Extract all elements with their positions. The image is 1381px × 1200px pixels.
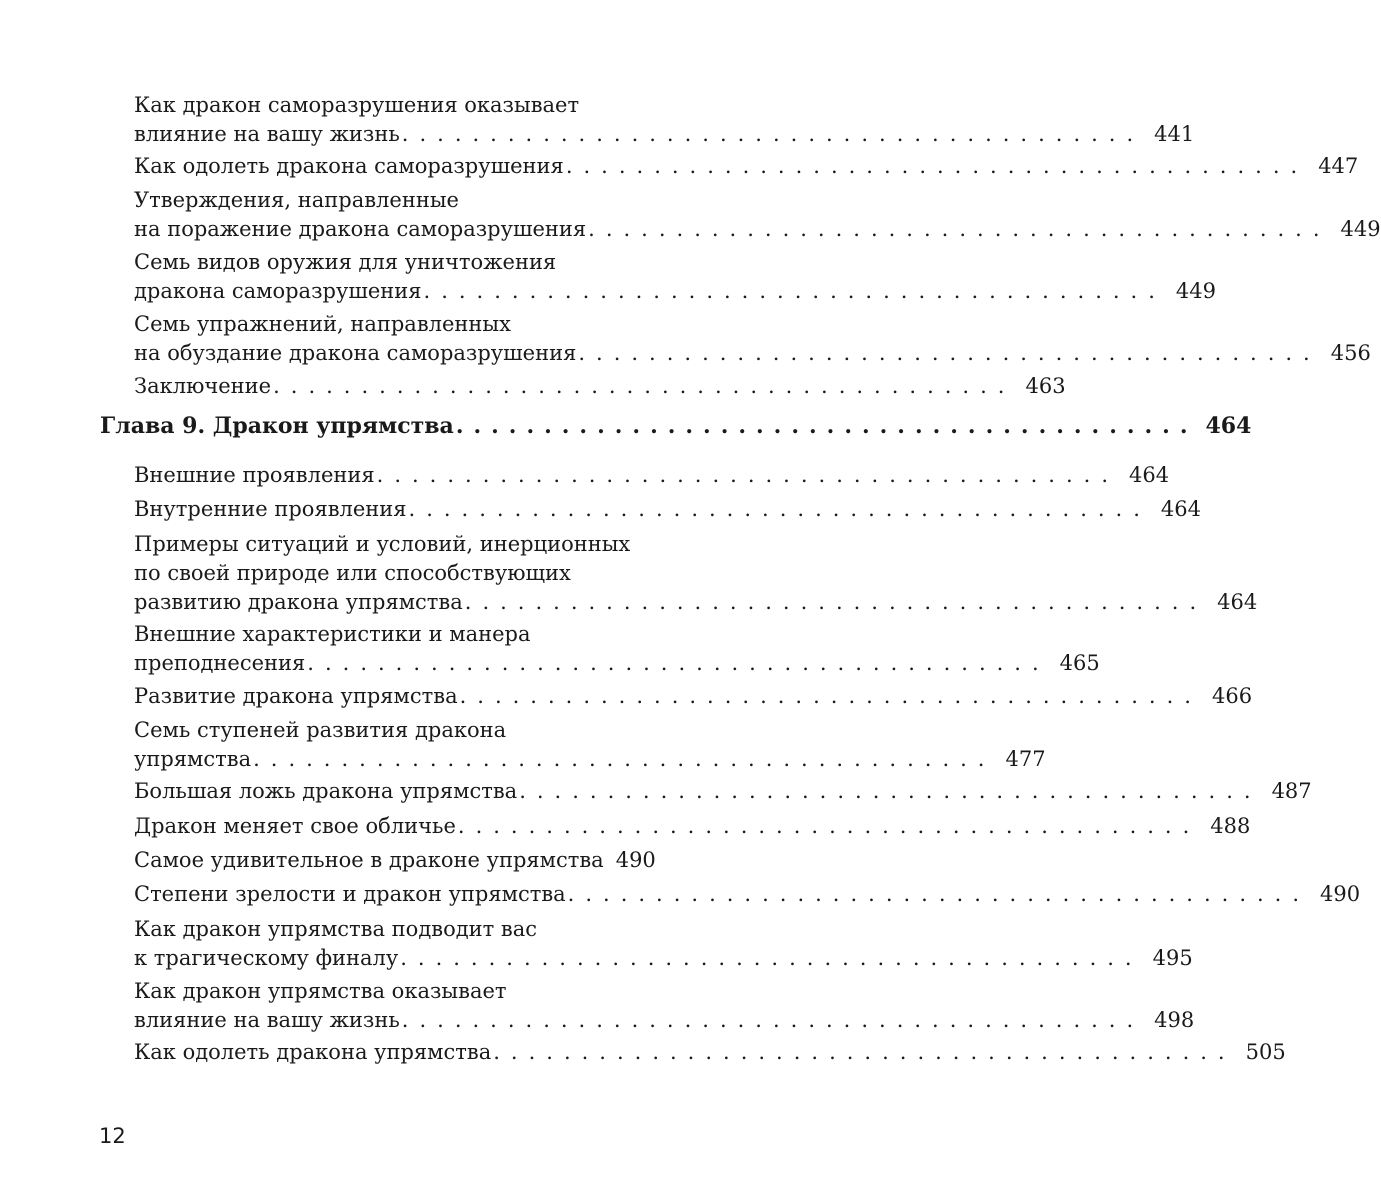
toc-entry: [134, 530, 1258, 617]
dot-leader: ..........................................: [493, 1040, 1236, 1064]
toc-entry-title: Внутренние проявления: [134, 497, 407, 521]
toc-entry-title: Заключение: [134, 374, 272, 398]
dot-leader: ..........................................: [253, 747, 996, 771]
toc-page-number: 456: [1330, 341, 1371, 365]
toc-page-number: 466: [1211, 684, 1253, 708]
toc-entry-title-line: Внешние характеристики и манера: [134, 622, 531, 646]
toc-entry: [134, 812, 1251, 841]
chapter-page-number: 464: [1205, 413, 1252, 439]
toc-entry: [134, 186, 1381, 244]
toc-entry: [134, 846, 656, 875]
toc-entry: [134, 620, 1100, 678]
dot-leader: ..........................................: [423, 279, 1166, 303]
dot-leader: ..........................................: [588, 217, 1331, 241]
toc-entry: [134, 915, 1193, 973]
toc-entry-title: Как одолеть дракона упрямства: [134, 1040, 492, 1064]
chapter-title: Глава 9. Дракон упрямства: [100, 413, 454, 439]
toc-page-number: 465: [1059, 651, 1100, 675]
toc-entry-title-line: Примеры ситуаций и условий, инерционных: [134, 532, 631, 556]
toc-page-number: 490: [1320, 882, 1361, 906]
toc-entry: [134, 682, 1253, 711]
toc-entry-title-line: Как дракон упрямства оказывает: [134, 979, 507, 1003]
toc-entry: [134, 91, 1195, 149]
toc-page-number: 464: [1129, 463, 1170, 487]
toc-page-number: 477: [1005, 747, 1046, 771]
toc-page-number: 463: [1025, 374, 1066, 398]
toc-entry: [134, 777, 1312, 806]
toc-entry-title-line: по своей природе или способствующих: [134, 561, 571, 585]
dot-leader: ..........................................: [519, 779, 1262, 803]
toc-entry: [134, 1038, 1286, 1067]
toc-entry-title-line: Семь ступеней развития дракона: [134, 718, 507, 742]
toc-page-number: 505: [1245, 1040, 1286, 1064]
toc-entry-title: Самое удивительное в драконе упрямства: [134, 848, 604, 872]
toc-entry: [134, 152, 1359, 181]
toc-page-number: 495: [1152, 946, 1193, 970]
toc-page-number: 464: [1217, 590, 1258, 614]
toc-entry-title: развитию дракона упрямства: [134, 590, 463, 614]
dot-leader: ..........................................: [376, 463, 1120, 487]
toc-entry-title: Развитие дракона упрямства: [134, 684, 458, 708]
toc-entry-title-line: Как дракон упрямства подводит вас: [134, 917, 538, 941]
toc-page-number: 490: [615, 848, 656, 872]
toc-entry-title: Как одолеть дракона саморазрушения: [134, 154, 564, 178]
dot-leader: ..........................................: [401, 1008, 1145, 1032]
toc-entry-title: Внешние проявления: [134, 463, 375, 487]
toc-entry: [134, 461, 1170, 490]
toc-entry-title: Большая ложь дракона упрямства: [134, 779, 518, 803]
page-number: 12: [99, 1124, 126, 1148]
toc-entry-title: на обуздание дракона саморазрушения: [134, 341, 577, 365]
dot-leader: ..........................................: [459, 684, 1202, 708]
toc-page-number: 447: [1318, 154, 1359, 178]
dot-leader: ..........................................: [457, 814, 1201, 838]
toc-entry-title: Степени зрелости и дракон упрямства: [134, 882, 566, 906]
toc-entry-title: Дракон меняет свое обличье: [134, 814, 456, 838]
toc-page-number: 449: [1340, 217, 1381, 241]
toc-entry: [134, 372, 1066, 401]
dot-leader: ..........................................: [400, 946, 1143, 970]
dot-leader: ..........................................: [565, 154, 1309, 178]
toc-entry-title-line: Семь видов оружия для уничтожения: [134, 250, 557, 274]
toc-page-number: 498: [1154, 1008, 1195, 1032]
toc-entry: [134, 495, 1201, 524]
toc-entry: [134, 310, 1371, 368]
toc-page-number: 464: [1160, 497, 1201, 521]
dot-leader: ..........................................: [273, 374, 1016, 398]
toc-page-number: 487: [1271, 779, 1312, 803]
toc-entry: [134, 880, 1361, 909]
dot-leader: ..........................................: [408, 497, 1151, 521]
toc-entry-title: к трагическому финалу: [134, 946, 399, 970]
toc-page-number: 488: [1210, 814, 1251, 838]
toc-page-number: 441: [1154, 122, 1195, 146]
toc-entry: [134, 977, 1195, 1035]
toc-entry-title: преподнесения: [134, 651, 306, 675]
dot-leader: ..........................................: [464, 590, 1208, 614]
toc-entry-title-line: Утверждения, направленные: [134, 188, 459, 212]
dot-leader: ..........................................: [578, 341, 1321, 365]
toc-entry-title: дракона саморазрушения: [134, 279, 422, 303]
toc-entry-title: влияние на вашу жизнь: [134, 1008, 400, 1032]
toc-entry-title-line: Как дракон саморазрушения оказывает: [134, 93, 580, 117]
toc-entry-title-line: Семь упражнений, направленных: [134, 312, 511, 336]
dot-leader: ..........................................: [401, 122, 1145, 146]
dot-leader: ..........................................: [567, 882, 1311, 906]
toc-page-number: 449: [1175, 279, 1216, 303]
toc-entry-title: влияние на вашу жизнь: [134, 122, 400, 146]
toc-entry: [134, 248, 1216, 306]
toc-entry-title: упрямства: [134, 747, 252, 771]
toc-chapter-heading: [100, 411, 1252, 441]
toc-entry-title: на поражение дракона саморазрушения: [134, 217, 587, 241]
dot-leader: ..........................................: [307, 651, 1050, 675]
toc-entry: [134, 716, 1046, 774]
dot-leader: ..........................................: [455, 413, 1198, 439]
